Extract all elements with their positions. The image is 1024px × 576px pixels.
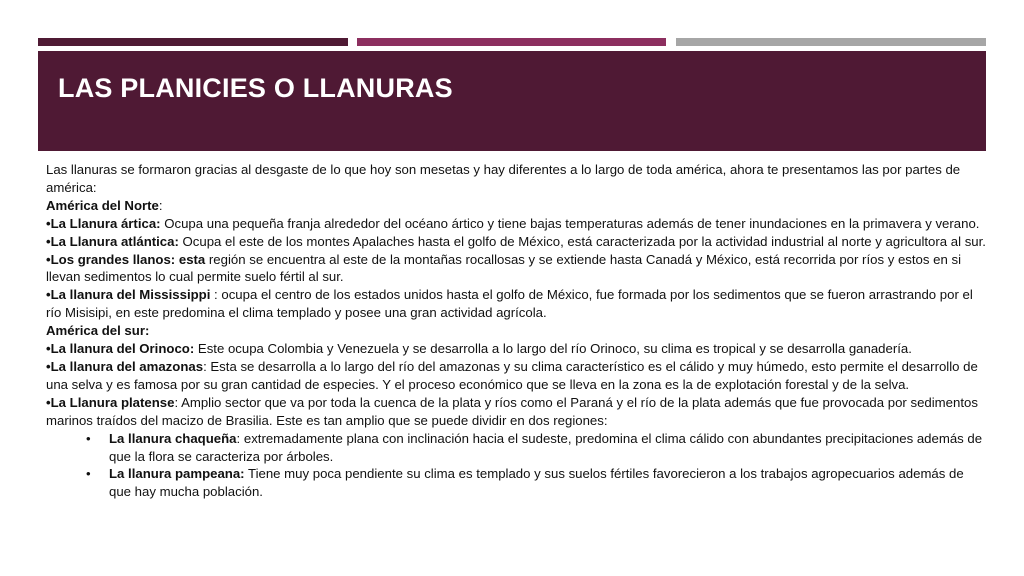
accent-bar-dark bbox=[38, 38, 348, 46]
item-text: Ocupa el este de los montes Apalaches hasta el golfo de México, está caracterizada por la actividad industrial al norte y agricultora al sur. bbox=[178, 233, 986, 249]
item-text: Ocupa una pequeña franja alrededor del océano ártico y tiene bajas temperaturas además de tener inundaciones en la primavera y verano. bbox=[160, 215, 980, 231]
north-item-grandes-llanos bbox=[46, 251, 986, 287]
north-item-mississippi bbox=[46, 286, 986, 322]
item-text: Tiene muy poca pendiente su clima es templado y sus suelos fértiles favorecieron a los trabajos agropecuarios además de que hay mucha población. bbox=[109, 466, 964, 500]
item-text: : extremadamente plana con inclinación hacia el sudeste, predomina el clima cálido con abundantes precipitaciones además de que la flora se caracteriza por árboles. bbox=[109, 430, 983, 464]
north-item-artica bbox=[46, 215, 986, 233]
north-heading-colon: : bbox=[158, 197, 163, 213]
south-item-amazonas bbox=[46, 358, 986, 394]
item-label: •La Llanura ártica: bbox=[46, 215, 161, 231]
bullet-dot: • bbox=[86, 466, 91, 482]
slide-title: LAS PLANICIES O LLANURAS bbox=[58, 73, 453, 103]
slide-body bbox=[46, 161, 986, 501]
item-text: Este ocupa Colombia y Venezuela y se desarrolla a lo largo del río Orinoco, su clima es tropical y se desarrolla ganadería. bbox=[194, 341, 912, 357]
north-heading bbox=[46, 197, 986, 215]
item-label: •La llanura del Mississippi bbox=[46, 287, 211, 303]
item-text: región se encuentra al este de la montañas rocallosas y se extiende hasta Canadá y México, está recorrida por ríos y estos en si llevan sedimentos lo cual permite suelo fértil al sur. bbox=[46, 251, 962, 285]
bullet-dot: • bbox=[86, 430, 91, 446]
north-heading-text: América del Norte bbox=[46, 197, 159, 213]
regions-list bbox=[46, 430, 986, 502]
accent-bar-magenta bbox=[357, 38, 666, 46]
south-item-platense bbox=[46, 394, 986, 430]
item-label: •La Llanura atlántica: bbox=[46, 233, 179, 249]
list-item-chaquena bbox=[46, 430, 986, 466]
item-text: : Esta se desarrolla a lo largo del río del amazonas y su clima característico es el cálido y muy húmedo, esto permite el desarrollo de una selva y es famosa por su gran cantidad de especies. Y el proceso económico que se lleva en la zona es la de explotación forestal y de la selva. bbox=[46, 358, 978, 392]
south-item-orinoco bbox=[46, 340, 986, 358]
intro-paragraph: Las llanuras se formaron gracias al desgaste de lo que hoy son mesetas y hay diferentes a lo largo de toda américa, ahora te presentamos las por partes de américa: bbox=[46, 162, 961, 195]
item-label: La llanura pampeana: bbox=[109, 466, 245, 482]
item-text: : Amplio sector que va por toda la cuenca de la plata y ríos como el Paraná y el río de la plata además que fue provocada por sedimentos marinos traídos del macizo de Brasilia. Este es tan amplio que se puede dividir en dos regiones: bbox=[46, 394, 978, 428]
item-label: •La Llanura platense bbox=[46, 394, 175, 410]
accent-bar-gray bbox=[676, 38, 986, 46]
item-label: •La llanura del Orinoco: bbox=[46, 341, 195, 357]
list-item-pampeana bbox=[46, 465, 986, 501]
south-heading: América del sur: bbox=[46, 323, 150, 339]
item-label: •Los grandes llanos: esta bbox=[46, 251, 206, 267]
title-band bbox=[38, 51, 986, 151]
item-label: La llanura chaqueña bbox=[109, 430, 237, 446]
item-label: •La llanura del amazonas bbox=[46, 358, 204, 374]
north-item-atlantica bbox=[46, 233, 986, 251]
item-text: : ocupa el centro de los estados unidos hasta el golfo de Méxicо, fue formada por los sedimentos que se fueron arrastrando por el río Misisipi, en este predomina el clima templado y posee una gran actividad agrícola. bbox=[46, 287, 973, 321]
